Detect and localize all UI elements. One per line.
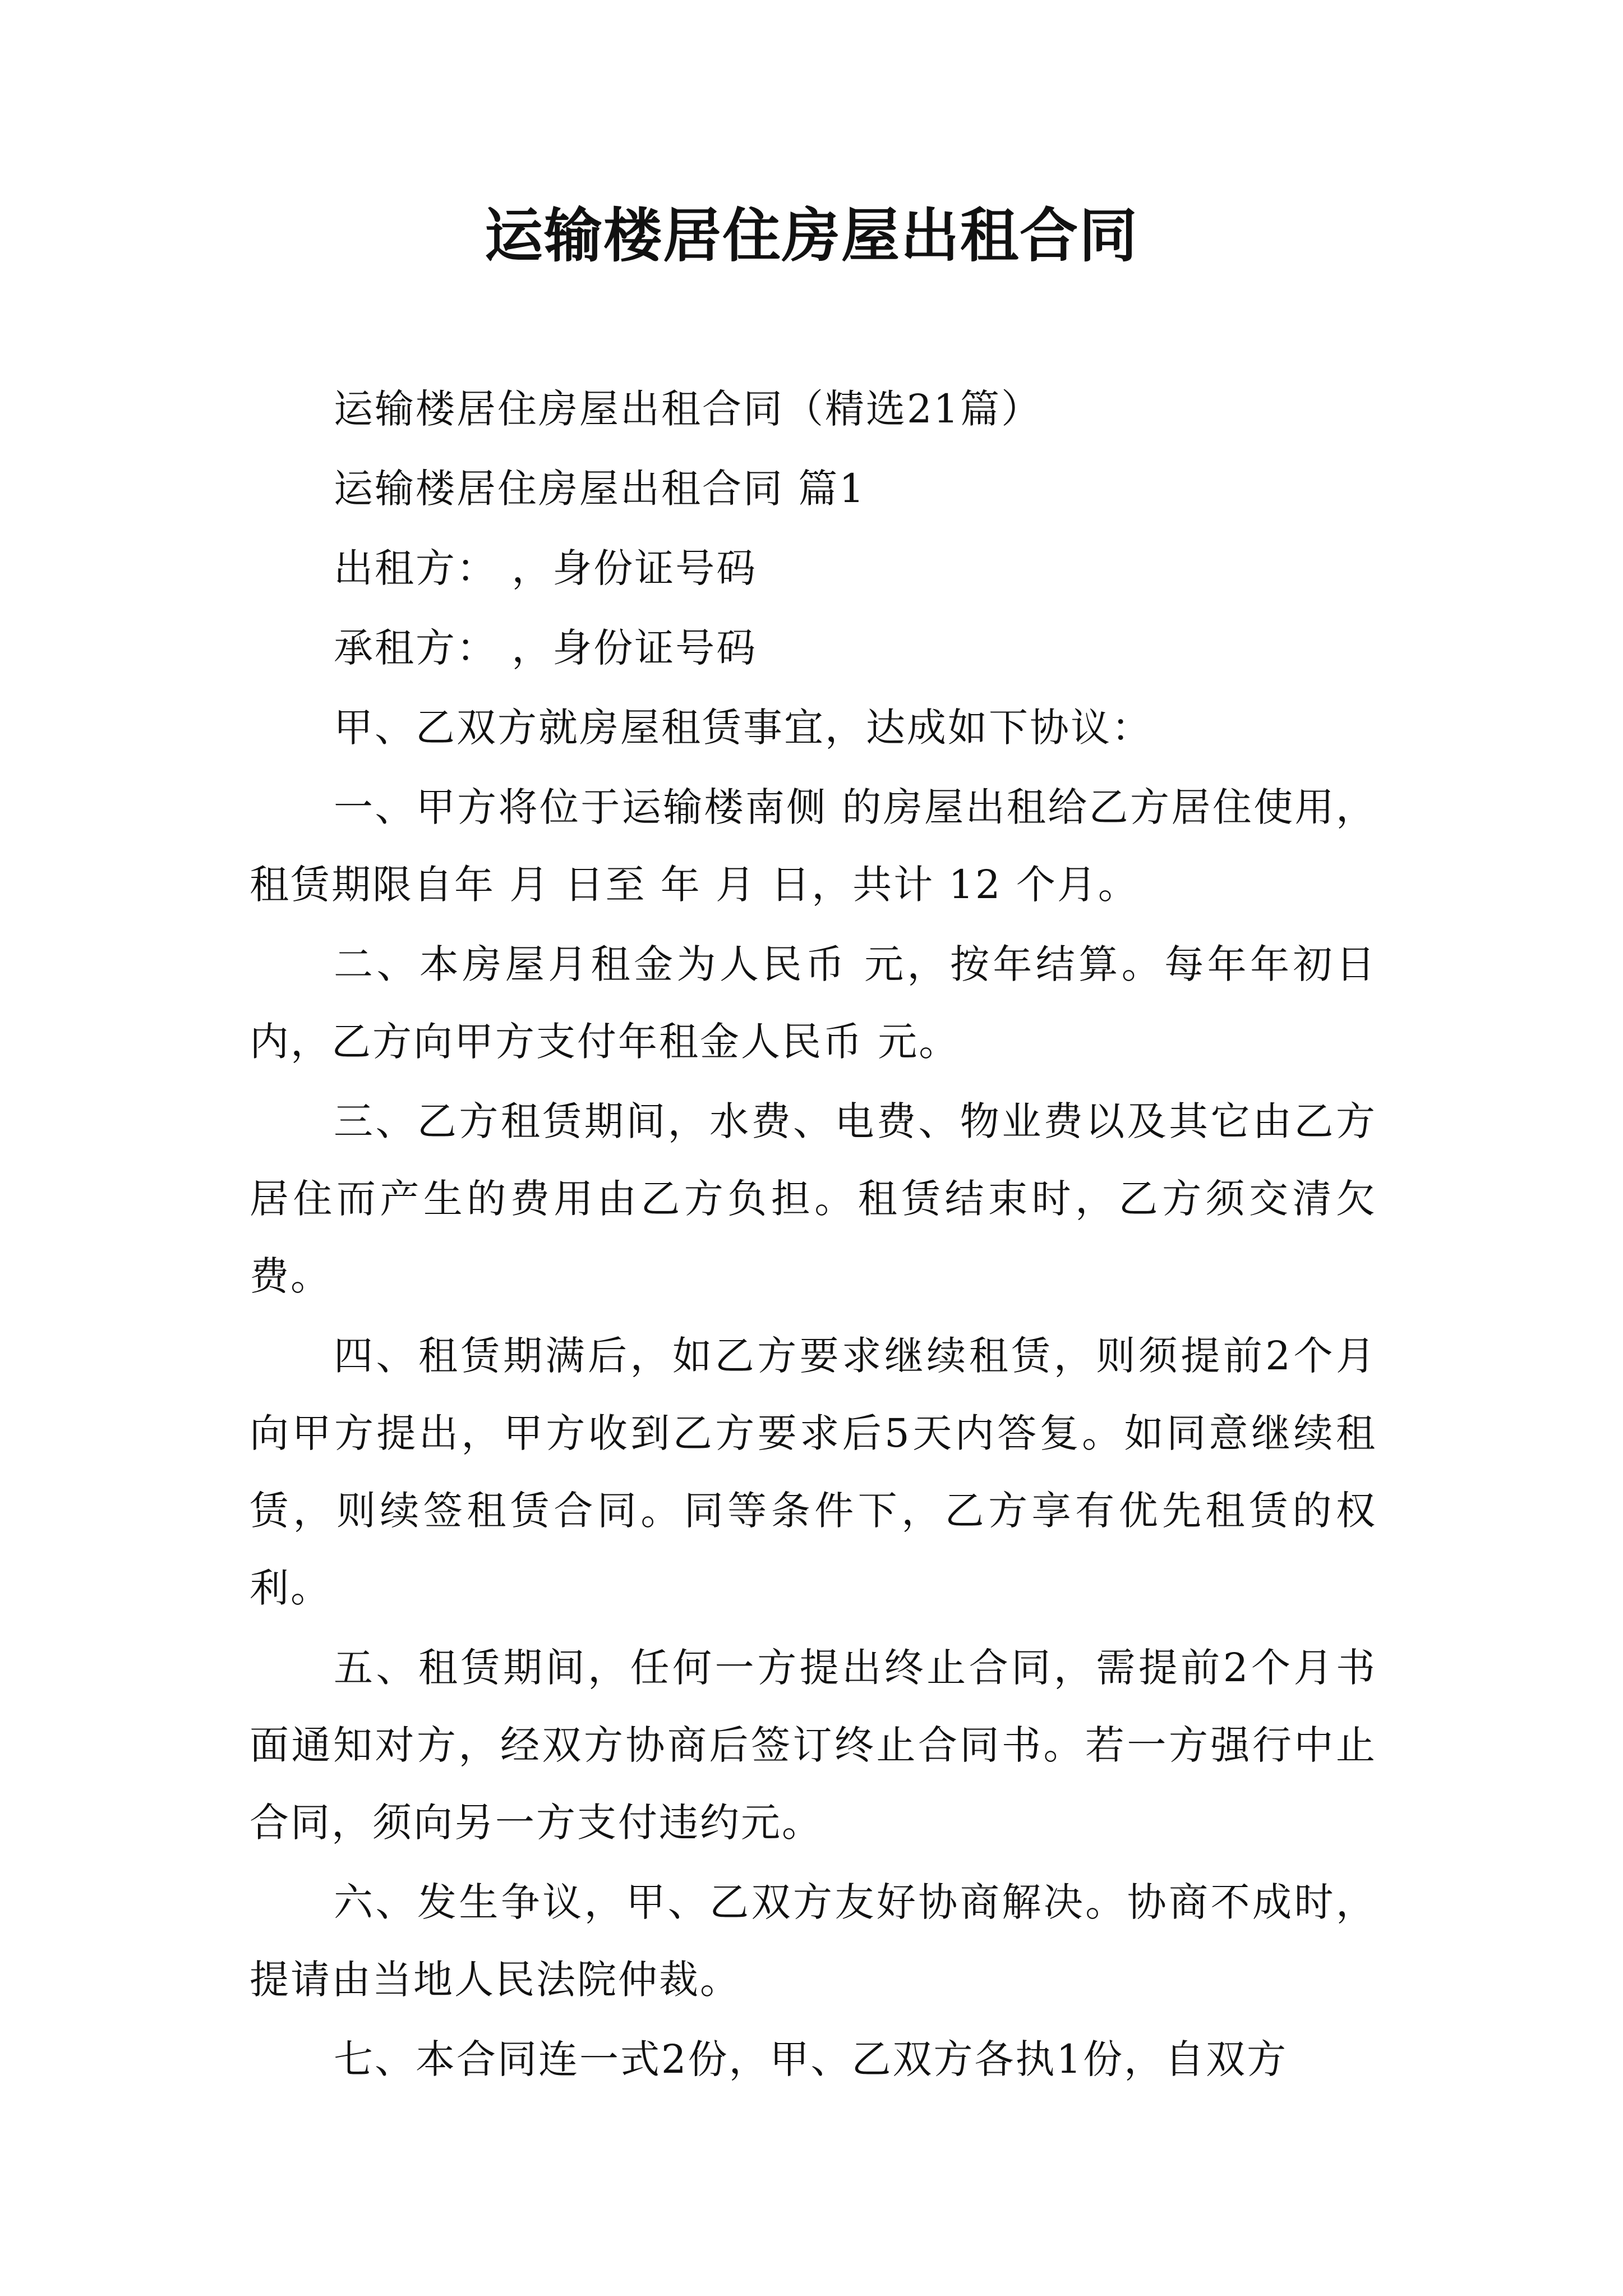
paragraph-clause-3: 三、乙方租赁期间，水费、电费、物业费以及其它由乙方居住而产生的费用由乙方负担。租赁结束时，乙方须交清欠费。 bbox=[250, 1098, 1377, 1299]
paragraph-clause-5: 五、租赁期间，任何一方提出终止合同，需提前2个月书面通知对方，经双方协商后签订终止合同书。若一方强行中止合同，须向另一方支付违约元。 bbox=[250, 1645, 1377, 1846]
paragraph-clause-1: 一、甲方将位于运输楼南侧 的房屋出租给乙方居住使用，租赁期限自年 月 日至 年 月 日，共计 12 个月。 bbox=[250, 784, 1377, 908]
paragraph-clause-7: 七、本合同连一式2份，甲、乙双方各执1份，自双方 bbox=[334, 2036, 1288, 2082]
paragraph-lessor: 出租方： ，身份证号码 bbox=[334, 545, 758, 591]
paragraph-clause-4: 四、租赁期满后，如乙方要求继续租赁，则须提前2个月向甲方提出，甲方收到乙方要求后5天内答复。如同意继续租赁，则续签租赁合同。同等条件下，乙方享有优先租赁的权利。 bbox=[250, 1333, 1377, 1611]
paragraph-subtitle: 运输楼居住房屋出租合同（精选21篇） bbox=[334, 386, 1043, 432]
paragraph-preamble: 甲、乙双方就房屋租赁事宜，达成如下协议： bbox=[334, 705, 1152, 751]
paragraph-lessee: 承租方： ，身份证号码 bbox=[334, 625, 758, 671]
paragraph-section-heading: 运输楼居住房屋出租合同 篇1 bbox=[334, 466, 866, 512]
document-title: 运输楼居住房屋出租合同 bbox=[484, 201, 1138, 270]
document-body bbox=[250, 370, 1377, 2100]
paragraph-clause-6: 六、发生争议，甲、乙双方友好协商解决。协商不成时，提请由当地人民法院仲裁。 bbox=[250, 1879, 1377, 2003]
paragraph-clause-2: 二、本房屋月租金为人民币 元，按年结算。每年年初日内，乙方向甲方支付年租金人民币 元。 bbox=[250, 941, 1377, 1065]
